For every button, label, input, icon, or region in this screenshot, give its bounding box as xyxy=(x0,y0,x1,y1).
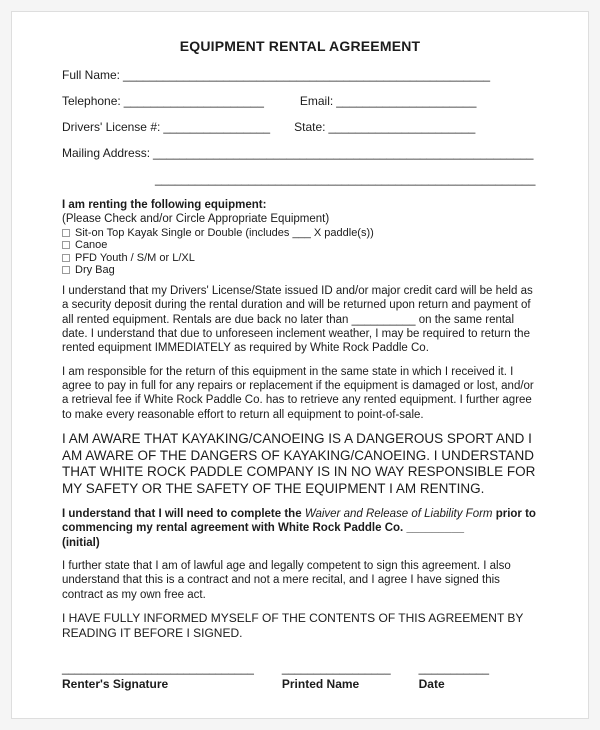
waiver-form-name: Waiver and Release of Liability Form xyxy=(304,508,493,521)
full-name-label: Full Name: xyxy=(62,68,121,82)
danger-awareness-paragraph: I AM AWARE THAT KAYAKING/CANOEING IS A DANGEROUS SPORT AND I AM AWARE OF THE DANGERS OF KAYAKING/CANOEING. I UNDERSTAND THAT WHITE ROCK PADDLE COMPANY IS IN NO WAY RESPONSIBLE FOR MY SAFETY OR THE SAFETY OF THE EQUIPMENT I AM RENTING. xyxy=(62,430,536,497)
equipment-item-dry-bag xyxy=(62,264,538,276)
email-label: Email: xyxy=(299,94,334,108)
telephone-email-row xyxy=(62,94,538,108)
state-label: State: xyxy=(294,120,326,134)
lawful-age-paragraph: I further state that I am of lawful age and legally competent to sign this agreement. I also understand that this is a contract and not a mere recital, and I agree I have signed this contract as my own free act. xyxy=(62,559,511,601)
equipment-item-label: Canoe xyxy=(75,239,108,252)
drivers-license-label: Drivers' License #: xyxy=(62,120,161,134)
renter-signature-blank: ______________________________ xyxy=(62,662,254,675)
initial-label: (initial) xyxy=(62,536,100,549)
equipment-item-pfd xyxy=(62,252,538,264)
full-name-blank: _______________________________________________________ xyxy=(123,68,491,82)
responsibility-paragraph: I am responsible for the return of this equipment in the same state in which I received it. I agree to pay in full for any repairs or replacement if the equipment is damaged or lost, and/or a retrieval fee if White Rock Paddle Co. has to retrieve any rented equipment. I further agree to make every reasonable effort to return all equipment to point-of-sale. xyxy=(62,365,534,421)
mailing-address-blank-2: _________________________________________________________ xyxy=(155,172,536,186)
initial-blank: _________ xyxy=(406,522,464,535)
printed-name-blank: _________________ xyxy=(281,662,391,675)
telephone-blank: _____________________ xyxy=(123,94,264,108)
date-label: Date xyxy=(418,676,445,691)
full-name-row xyxy=(62,68,538,82)
printed-name-label: Printed Name xyxy=(281,676,360,691)
equipment-item-kayak xyxy=(62,227,538,239)
date-field xyxy=(419,663,489,691)
equipment-heading: I am renting the following equipment: xyxy=(62,199,267,211)
telephone-label: Telephone: xyxy=(62,94,121,108)
equipment-item-label: Sit-on Top Kayak Single or Double (includes ___ X paddle(s)) xyxy=(75,227,374,239)
waiver-text-2: prior to commencing my rental agreement with White Rock Paddle Co. xyxy=(62,508,536,535)
renter-signature-field xyxy=(62,663,254,691)
mailing-address-row-2 xyxy=(62,172,538,186)
renter-signature-label: Renter's Signature xyxy=(62,676,169,691)
document-title: EQUIPMENT RENTAL AGREEMENT xyxy=(179,38,421,54)
checkbox-icon xyxy=(62,229,70,237)
mailing-address-row xyxy=(62,146,538,160)
equipment-item-label: PFD Youth / S/M or L/XL xyxy=(75,251,195,264)
informed-paragraph: I HAVE FULLY INFORMED MYSELF OF THE CONTENTS OF THIS AGREEMENT BY READING IT BEFORE I SIGNED. xyxy=(62,610,524,640)
mailing-address-label: Mailing Address: xyxy=(62,146,151,160)
email-blank: _____________________ xyxy=(336,94,477,108)
equipment-section xyxy=(62,198,538,276)
checkbox-icon xyxy=(62,241,70,249)
license-state-row xyxy=(62,120,538,134)
waiver-paragraph xyxy=(62,507,538,550)
equipment-subheading: (Please Check and/or Circle Appropriate Equipment) xyxy=(62,213,330,225)
signature-section xyxy=(62,663,538,691)
checkbox-icon xyxy=(62,254,70,262)
date-blank: ___________ xyxy=(418,662,489,675)
checkbox-icon xyxy=(62,266,70,274)
state-blank: ______________________ xyxy=(328,120,476,134)
printed-name-field xyxy=(282,663,391,691)
equipment-item-canoe xyxy=(62,239,538,251)
drivers-license-blank: ________________ xyxy=(163,120,271,134)
document-page xyxy=(11,11,589,719)
waiver-text-1: I understand that I will need to complete the xyxy=(62,508,305,521)
mailing-address-blank: _________________________________________________________ xyxy=(153,146,534,160)
equipment-item-label: Dry Bag xyxy=(75,263,115,276)
deposit-paragraph: I understand that my Drivers' License/State issued ID and/or major credit card will be held as a security deposit during the rental duration and will be returned upon return and payment of all rented equipment. Rentals are due back no later than __________ on the same rental date. I understand that due to unforeseen inclement weather, I may be required to return the rented equipment IMMEDIATELY as required by White Rock Paddle Co. xyxy=(62,285,533,355)
